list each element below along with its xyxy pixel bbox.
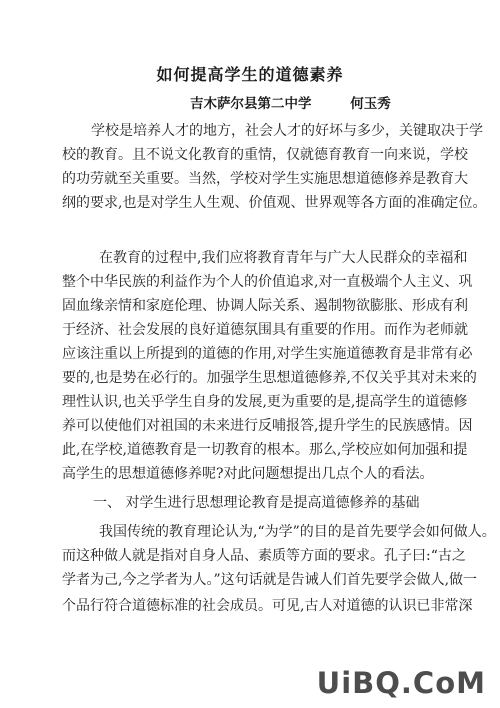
section-heading-text: 一、 对学生进行思想理论教育是提高道德修养的基础 <box>93 495 420 511</box>
paragraph-line: 在教育的过程中,我们应将教育青年与广大人民群众的幸福和 <box>99 250 468 266</box>
byline-author: 何玉秀 <box>350 96 391 112</box>
paragraph-line: 纲的要求,也是对学生人生观、价值观、世界观等各方面的准确定位。 <box>62 195 487 211</box>
paragraph-line: 校的教育。且不说文化教育的重情，仅就德育教育一向来说，学校 <box>62 147 468 163</box>
paragraph-line: 学校是培养人才的地方，社会人才的好坏与多少，关键取决于学 <box>91 123 483 139</box>
byline <box>190 92 391 112</box>
paragraph-line: 应该注重以上所提到的道德的作用,对学生实施道德教育是非常有必 <box>62 346 473 362</box>
paragraph-line: 高学生的思想道德修养呢?对此问题想提出几点个人的看法。 <box>62 466 434 482</box>
paragraph-line: 固血缘亲情和家庭伦理、协调人际关系、遏制物欲膨胀、形成有利 <box>62 298 468 314</box>
document-title: 如何提高学生的道德素养 <box>156 65 344 84</box>
byline-school: 吉木萨尔县第二中学 <box>190 96 312 112</box>
paragraph-line: 于经济、社会发展的良好道德氛围具有重要的作用。而作为老师就 <box>62 322 468 338</box>
paragraph-line: 要的,也是势在必行的。加强学生思想道德修养,不仅关乎其对未来的 <box>62 370 477 386</box>
paragraph-line: 的功劳就至关重要。当然，学校对学生实施思想道德修养是教育大 <box>62 171 468 187</box>
paragraph-line: 我国传统的教育理论认为,“为学”的目的是首先要学会如何做人。 <box>99 524 496 540</box>
paragraph-line: 个品行符合道德标准的社会成员。可见,古人对道德的认识已非常深 <box>62 598 473 614</box>
paragraph-line: 此,在学校,道德教育是一切教育的根本。那么,学校应如何加强和提 <box>62 442 468 458</box>
paragraph-line: 养可以使他们对祖国的未来进行反哺报答,提升学生的民族感情。因 <box>62 418 473 434</box>
paragraph-line: 学者为己,今之学者为人。”这句话就是告诫人们首先要学会做人,做一 <box>62 572 478 588</box>
paragraph-line: 整个中华民族的利益作为个人的价值追求,对一直极端个人主义、巩 <box>62 274 473 290</box>
paragraph-line: 而这种做人就是指对自身人品、素质等方面的要求。孔子曰:“古之 <box>62 548 466 564</box>
site-watermark: UiBQ.CoM <box>316 666 486 700</box>
paragraph-line: 理性认识,也关乎学生自身的发展,更为重要的是,提高学生的道德修 <box>62 394 468 410</box>
